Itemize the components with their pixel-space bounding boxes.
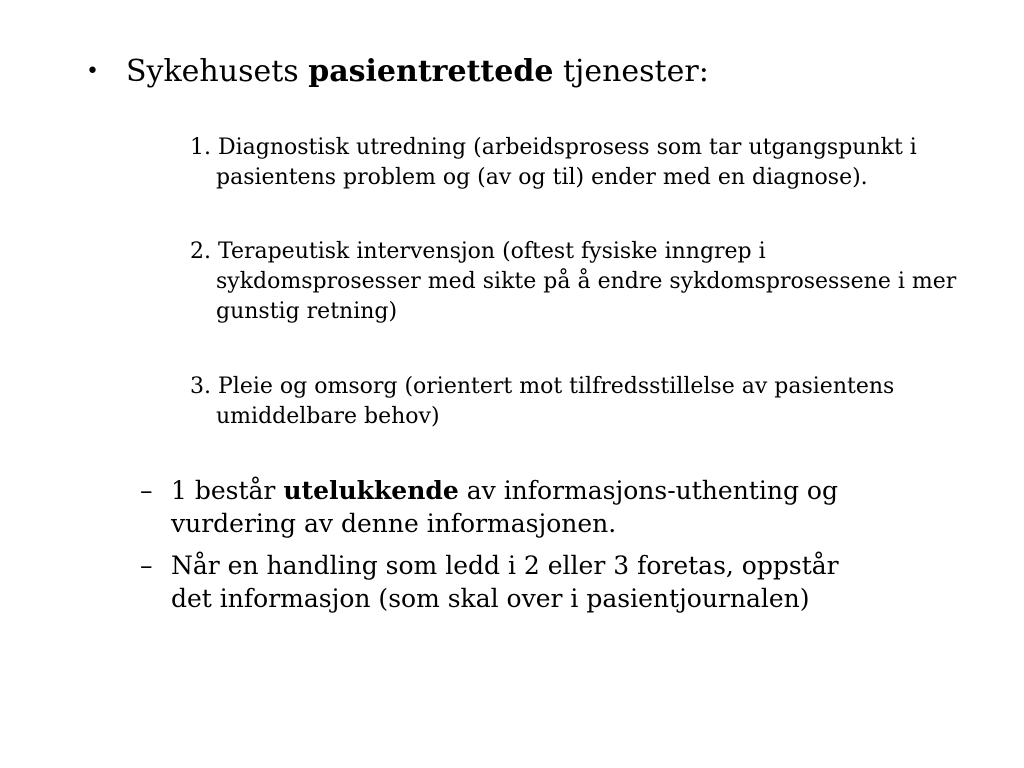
dash-item-text-before: Når en handling som ledd i 2 eller 3 foretas, oppstår det informasjon (som skal over i pasientjournalen) [171, 551, 839, 613]
dash-item-text [171, 474, 880, 540]
dash-item-text [171, 549, 880, 615]
dash-item-2 [140, 549, 880, 615]
main-bullet-text-before: Sykehusets [126, 54, 309, 89]
dash-item-text-after: av informasjons-uthenting og vurdering av denne informasjonen. [171, 476, 838, 538]
numbered-item-3: 3. Pleie og omsorg (orientert mot tilfredsstillelse av pasientens umiddelbare behov) [190, 374, 895, 429]
main-bullet-text [126, 53, 709, 91]
dash-marker: – [140, 551, 153, 580]
dash-marker: – [140, 476, 153, 505]
dash-item-text-before: 1 består [171, 476, 284, 505]
main-bullet-bold: pasientrettede [308, 54, 554, 89]
dash-item-1 [140, 474, 880, 540]
bullet-marker: • [86, 59, 99, 84]
numbered-item-2: 2. Terapeutisk intervensjon (oftest fysiske inngrep i sykdomsprosesser med sikte på å endre sykdomsprosessene i mer gunstig retning) [190, 239, 957, 324]
dash-item-bold: utelukkende [283, 476, 459, 505]
main-bullet-text-after: tjenester: [553, 54, 709, 89]
numbered-item-1: 1. Diagnostisk utredning (arbeidsprosess som tar utgangspunkt i pasientens problem og (av og til) ender med en diagnose). [190, 135, 917, 190]
